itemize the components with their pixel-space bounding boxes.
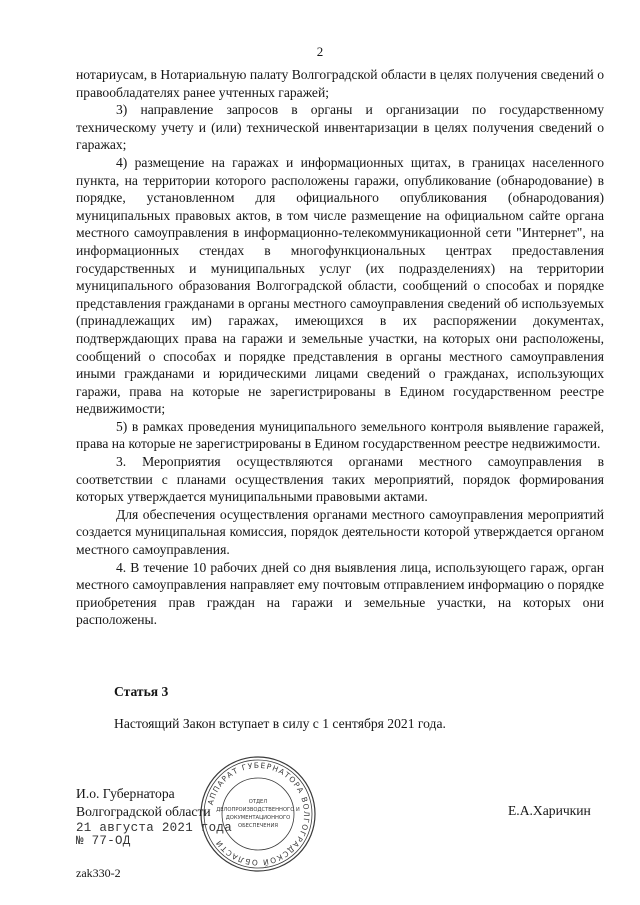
page-number: 2 [316,44,324,59]
signatory-name: Е.А.Харичкин [508,803,591,818]
paragraph-item-5: 5) в рамках проведения муниципального земельного контроля выявление гаражей, права на которые не зарегистрированы в Едином государственном реестре недвижимости. [76,418,604,452]
paragraph-item-4: 4) размещение на гаражах и информационных щитах, в границах населенного пункта, на территории которого расположены гаражи, опубликование (обнародование) в порядке, установленном для официального опубликования (обнародования) муниципальных правовых актов, в том числе размещение на официальном сайте органа местного самоуправления в информационно-телекоммуникационной сети "Интернет", на информационных стендах в многофункциональных центрах предоставления государственных и муниципальных услуг (их подразделениях) на территории муниципального образования Волгоградской области, сообщений о способах и порядке представления гражданами в органы местного самоуправления сведений об используемых (принадлежащих им) гаражах, имеющихся в их распоряжении документах, подтверждающих права на гаражи и земельные участки, на которых они расположены, сообщений о способах и порядке представления в органы местного самоуправления иными гражданами и юридическими лицами сведений о гражданах, использующих гаражи, права на которые не зарегистрированы в Едином государственном реестре недвижимости; [76,154,604,417]
law-body [76,66,604,629]
svg-text:АППАРАТ ГУБЕРНАТОРА ВОЛГОГРАДС: АППАРАТ ГУБЕРНАТОРА ВОЛГОГРАДСКОЙ ОБЛАСТИ [205,760,312,868]
paragraph-part-4: 4. В течение 10 рабочих дней со дня выявления лица, использующего гараж, орган местного самоуправления направляет ему почтовым отправлением информацию о порядке приобретения прав граждан на гаражи и земельные участки, на которых они расположены. [76,559,604,628]
svg-text:ОБЕСПЕЧЕНИЯ: ОБЕСПЕЧЕНИЯ [238,823,278,829]
signing-date: 21 августа 2021 года [76,821,233,835]
paragraph-item-3: 3) направление запросов в органы и организации по государственному техническому учету и (или) технической инвентаризации в целях получения сведений о гаражах; [76,102,604,153]
official-seal [198,754,318,874]
law-number: № 77-ОД [76,834,131,848]
footer-code: zak330-2 [76,866,121,880]
svg-text:ОТДЕЛ: ОТДЕЛ [248,799,268,805]
svg-text:ДОКУМЕНТАЦИОННОГО: ДОКУМЕНТАЦИОННОГО [225,815,291,821]
entry-into-force-text: Настоящий Закон вступает в силу с 1 сентября 2021 года. [114,716,446,731]
signatory-title [76,785,211,821]
paragraph-part-3: 3. Мероприятия осуществляются органами местного самоуправления в соответствии с планами осуществления таких мероприятий, порядок формирования которых утверждается муниципальными правовыми актами. [76,454,604,505]
signatory-title-line1: И.о. Губернатора [76,786,175,801]
signatory-title-line2: Волгоградской области [76,804,211,819]
svg-text:ДЕЛОПРОИЗВОДСТВЕННОГО И: ДЕЛОПРОИЗВОДСТВЕННОГО И [216,807,300,813]
paragraph-commission: Для обеспечения осуществления органами местного самоуправления мероприятий создается муниципальная комиссия, порядок деятельности которой утверждается органом местного самоуправления. [76,506,604,558]
paragraph-continuation: нотариусам, в Нотариальную палату Волгоградской области в целях получения сведений о правообладателях ранее учтенных гаражей; [76,67,604,100]
article-heading: Статья 3 [114,684,169,699]
